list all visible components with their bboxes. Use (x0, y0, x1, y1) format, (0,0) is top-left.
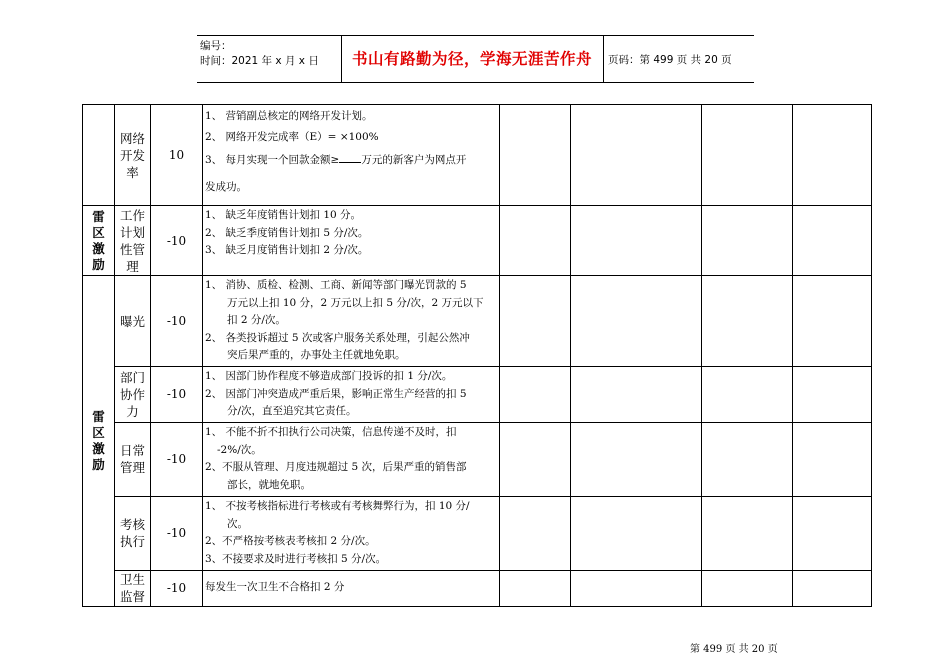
desc-line: 1、 营销副总核定的网络开发计划。 (205, 110, 373, 123)
item-cell: 曝光 (115, 276, 151, 367)
header-bottom-rule (197, 82, 754, 83)
desc-line-tail: 万元的新客户为网点开 (361, 153, 467, 166)
desc-line: 2、 因部门冲突造成严重后果，影响正常生产经营的扣 5 (205, 387, 467, 400)
empty-cell (702, 105, 793, 206)
desc-line: 发成功。 (205, 180, 247, 193)
description-cell (203, 206, 500, 276)
category-label: 雷区激励 (92, 208, 105, 272)
table-row (83, 570, 872, 606)
desc-line: 1、 因部门协作程度不够造成部门投诉的扣 1 分/次。 (205, 370, 453, 382)
table-row (83, 206, 872, 276)
empty-cell (702, 496, 793, 570)
table-row (83, 367, 872, 423)
desc-line: 2、 缺乏季度销售计划扣 5 分/次。 (205, 226, 369, 239)
table-row (83, 276, 872, 367)
desc-line: 次。 (227, 517, 248, 530)
empty-cell (793, 105, 872, 206)
empty-cell (500, 422, 571, 496)
desc-line: 每发生一次卫生不合格扣 2 分 (205, 581, 345, 594)
description-cell (203, 276, 500, 367)
desc-line: 3、 缺乏月度销售计划扣 2 分/次。 (205, 244, 369, 256)
empty-cell (793, 206, 872, 276)
category-cell (83, 105, 115, 206)
category-label: 雷区激励 (92, 408, 105, 472)
desc-line: -2%/次。 (217, 443, 262, 456)
description-cell (203, 422, 500, 496)
description-cell (203, 105, 500, 206)
desc-line-with-blank (205, 148, 497, 172)
empty-cell (500, 206, 571, 276)
header-top-rule (197, 35, 754, 36)
item-cell: 考核执行 (115, 496, 151, 570)
score-cell: 10 (151, 105, 203, 206)
description-cell (203, 496, 500, 570)
empty-cell (500, 105, 571, 206)
empty-cell (571, 422, 702, 496)
empty-cell (500, 570, 571, 606)
desc-line: 1、 不能不折不扣执行公司决策，信息传递不及时，扣 (205, 426, 457, 438)
blank-underline (339, 153, 361, 163)
score-cell: -10 (151, 206, 203, 276)
item-cell: 卫生监督 (115, 570, 151, 606)
desc-line: 部长，就地免职。 (227, 478, 311, 491)
table-row (83, 105, 872, 206)
desc-line: 分/次，直至追究其它责任。 (227, 405, 357, 417)
category-cell (83, 206, 115, 276)
desc-line: 1、 缺乏年度销售计划扣 10 分。 (205, 209, 362, 221)
item-cell: 部门协作力 (115, 367, 151, 423)
category-cell (83, 276, 115, 607)
empty-cell (571, 496, 702, 570)
number-label: 编号： (200, 40, 232, 52)
empty-cell (571, 105, 702, 206)
desc-line: 2、 各类投诉超过 5 次或客户服务关系处理，引起公然冲 (205, 331, 470, 344)
item-cell: 网络开发率 (115, 105, 151, 206)
empty-cell (793, 276, 872, 367)
score-cell: -10 (151, 367, 203, 423)
desc-line: 2、不严格按考核表考核扣 2 分/次。 (205, 535, 376, 547)
empty-cell (500, 276, 571, 367)
header-page-info: 页码：第 499 页 共 20 页 (608, 54, 732, 66)
header-divider-left (341, 36, 342, 82)
header-motto: 书山有路勤为径，学海无涯苦作舟 (351, 49, 592, 68)
header-meta (200, 39, 340, 69)
empty-cell (500, 496, 571, 570)
desc-line: 2、 网络开发完成率（E）= ×100% (205, 130, 379, 143)
description-cell (203, 570, 500, 606)
empty-cell (571, 570, 702, 606)
empty-cell (793, 422, 872, 496)
empty-cell (571, 206, 702, 276)
desc-line: 万元以上扣 10 分，2 万元以上扣 5 分/次，2 万元以下 (227, 296, 484, 309)
item-cell: 日常管理 (115, 422, 151, 496)
empty-cell (702, 206, 793, 276)
empty-cell (702, 570, 793, 606)
desc-line: 突后果严重的，办事处主任就地免职。 (227, 349, 406, 362)
footer-page-number: 第 499 页 共 20 页 (690, 644, 778, 655)
score-cell: -10 (151, 570, 203, 606)
empty-cell (793, 570, 872, 606)
item-cell: 工作计划性管理 (115, 206, 151, 276)
desc-line-head: 3、 每月实现一个回款金额≥ (205, 153, 340, 166)
table-row (83, 422, 872, 496)
score-cell: -10 (151, 422, 203, 496)
empty-cell (500, 367, 571, 423)
empty-cell (793, 367, 872, 423)
description-cell (203, 367, 500, 423)
header-divider-right (603, 36, 604, 82)
empty-cell (702, 276, 793, 367)
score-cell: -10 (151, 496, 203, 570)
time-label: 时间：2021 年 x 月 x 日 (200, 55, 319, 67)
desc-line: 2、不服从管理、月度违规超过 5 次，后果严重的销售部 (205, 461, 467, 473)
desc-line: 扣 2 分/次。 (227, 314, 286, 327)
desc-line: 1、 消协、质检、检测、工商、新闻等部门曝光罚款的 5 (205, 279, 467, 292)
empty-cell (571, 276, 702, 367)
desc-line: 3、不接要求及时进行考核扣 5 分/次。 (205, 552, 387, 565)
score-cell: -10 (151, 276, 203, 367)
empty-cell (793, 496, 872, 570)
empty-cell (702, 422, 793, 496)
table-row (83, 496, 872, 570)
desc-line: 1、 不按考核指标进行考核或有考核舞弊行为，扣 10 分/ (205, 500, 470, 512)
empty-cell (571, 367, 702, 423)
assessment-table (82, 104, 872, 607)
empty-cell (702, 367, 793, 423)
